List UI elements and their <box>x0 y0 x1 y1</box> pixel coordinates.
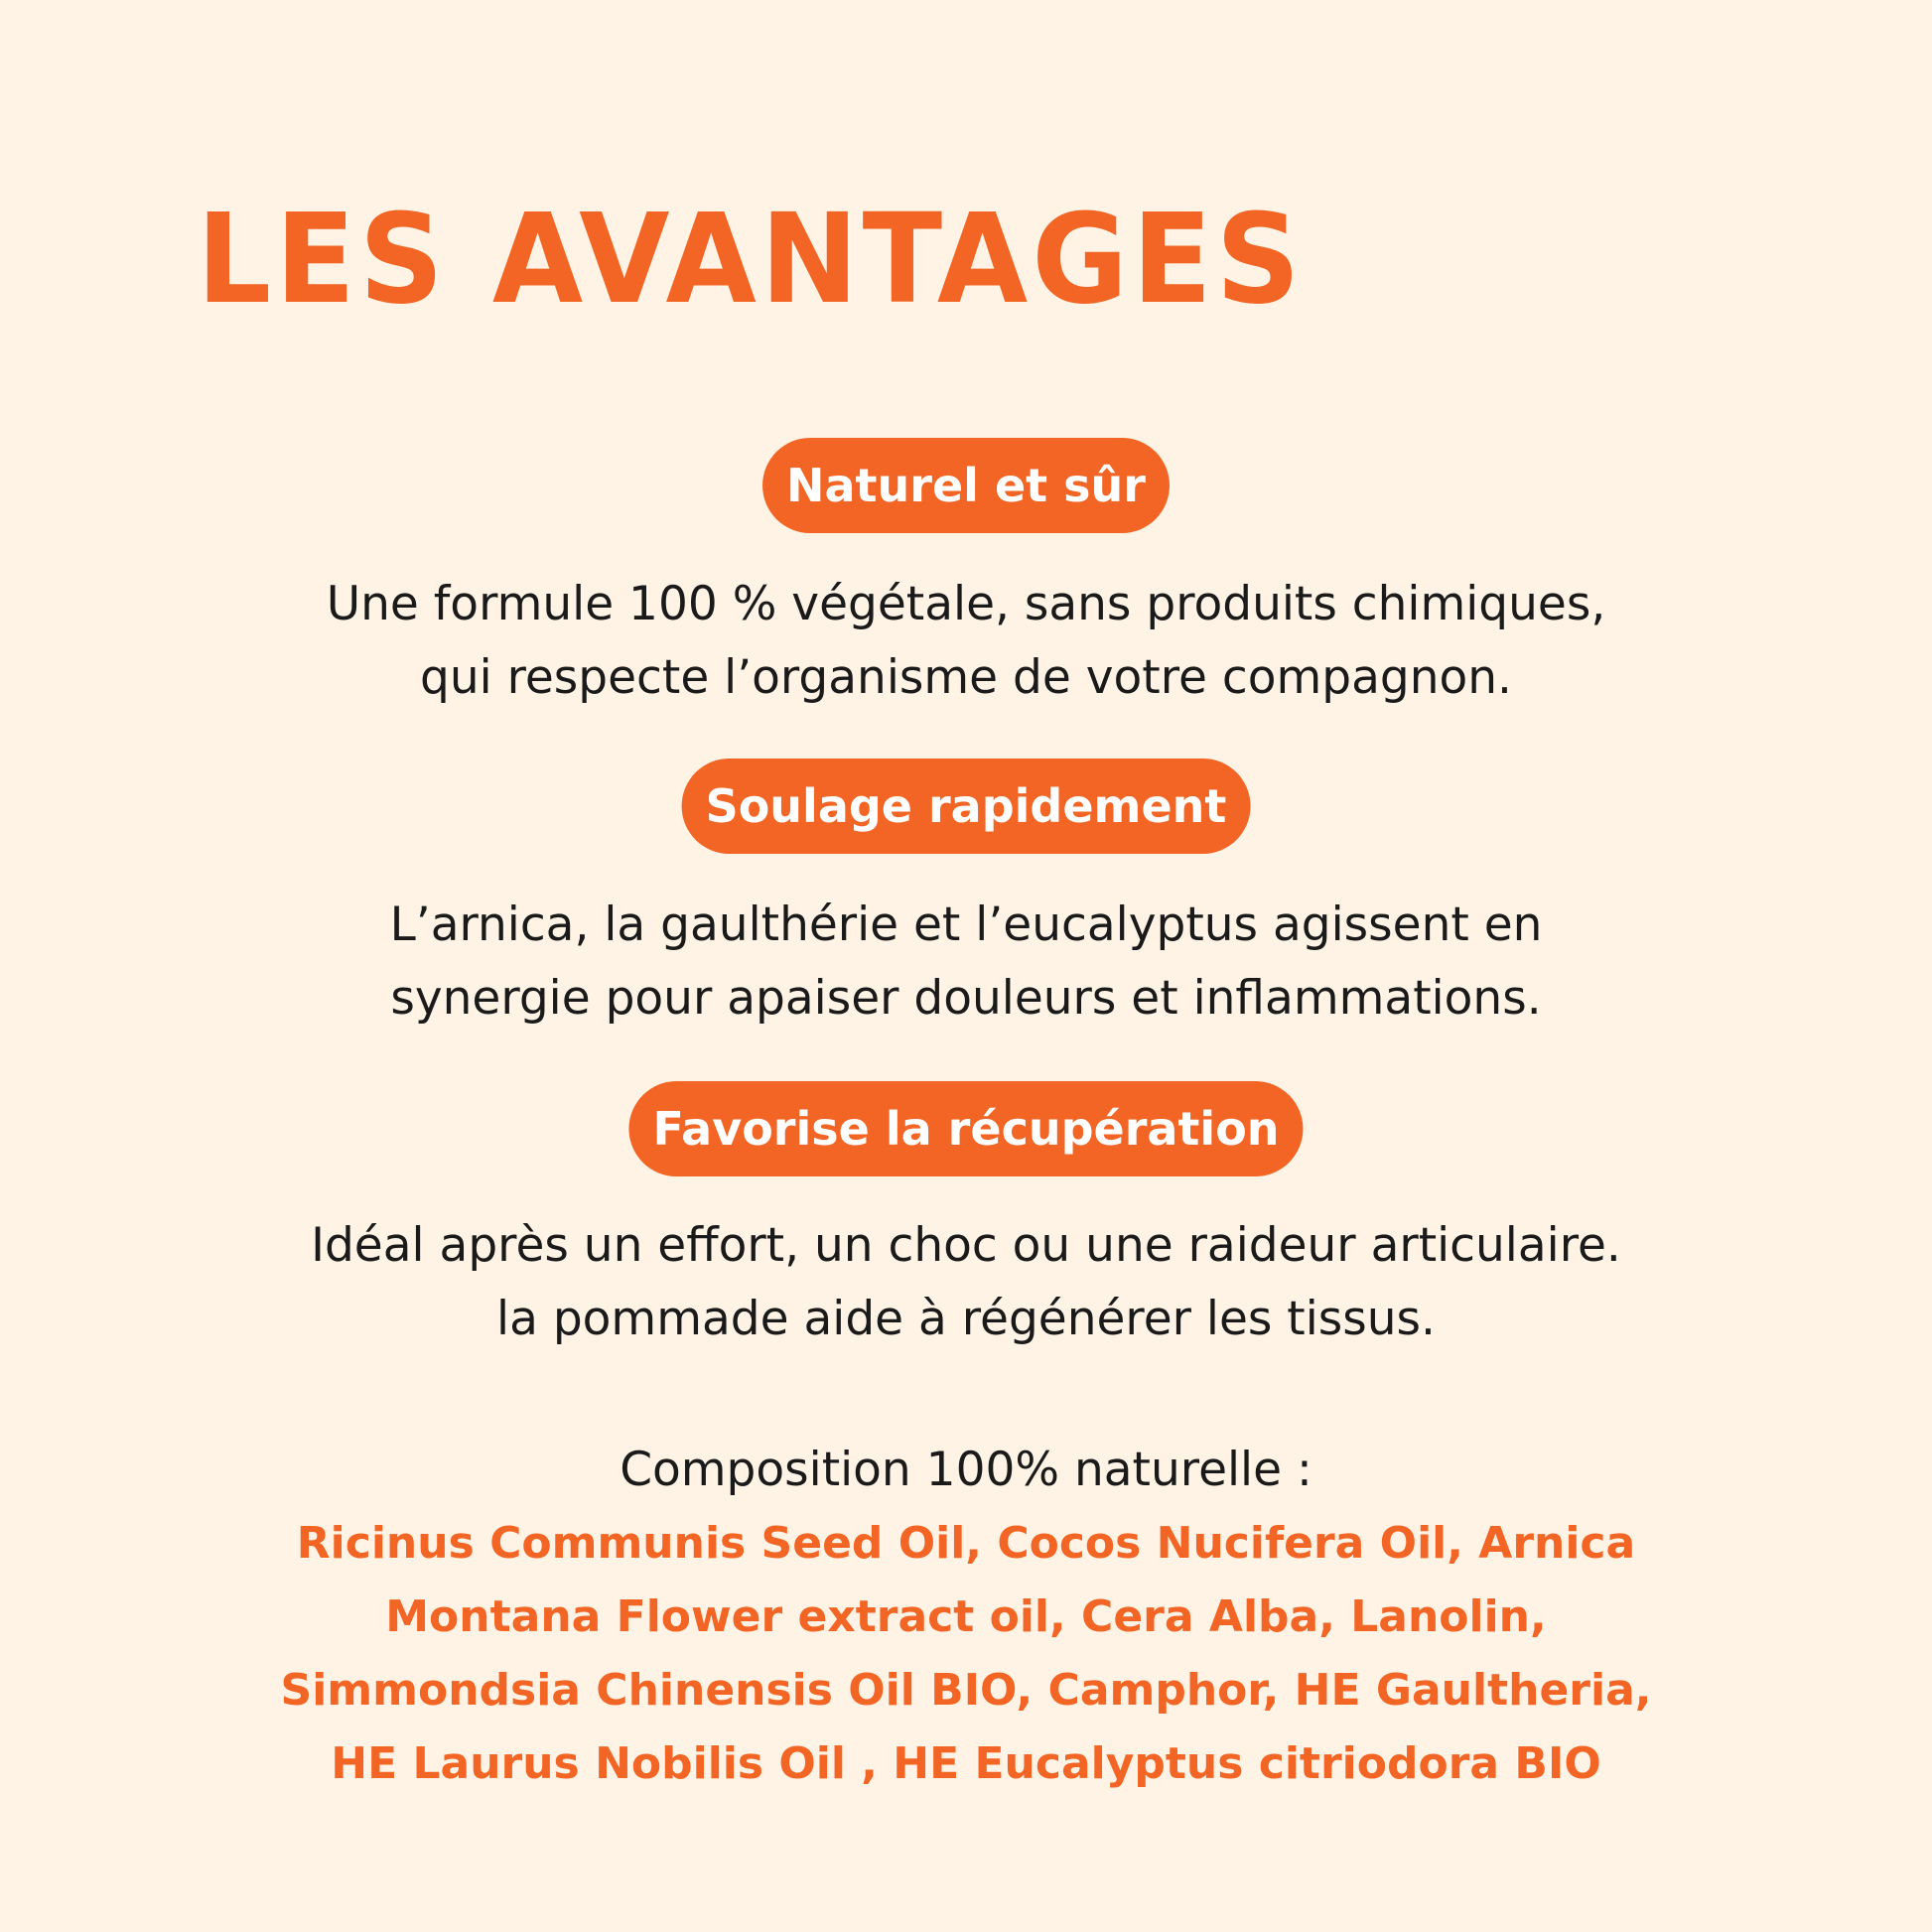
ingredients-list <box>0 1507 1932 1801</box>
benefit-badge-recuperation: Favorise la récupération <box>628 1081 1303 1176</box>
ingredients-line: Montana Flower extract oil, Cera Alba, Lanolin, <box>385 1591 1547 1642</box>
benefit-description-line: synergie pour apaiser douleurs et inflammations. <box>390 971 1542 1026</box>
ingredients-line: Ricinus Communis Seed Oil, Cocos Nucifera Oil, Arnica <box>296 1518 1636 1569</box>
benefit-description-line: qui respecte l’organisme de votre compagnon. <box>419 650 1512 705</box>
ingredients-line: Simmondsia Chinensis Oil BIO, Camphor, HE Gaultheria, <box>280 1665 1652 1716</box>
benefit-description-line: L’arnica, la gaulthérie et l’eucalyptus agissent en <box>389 897 1543 952</box>
ingredients-line: HE Laurus Nobilis Oil , HE Eucalyptus citriodora BIO <box>331 1738 1601 1789</box>
benefit-description-line: Une formule 100 % végétale, sans produits chimiques, <box>326 577 1606 631</box>
benefit-description-soulage <box>0 889 1932 1035</box>
composition-label: Composition 100% naturelle : <box>620 1443 1312 1497</box>
benefit-description-line: la pommade aide à régénérer les tissus. <box>496 1292 1436 1346</box>
benefit-badge-soulage: Soulage rapidement <box>682 759 1251 854</box>
benefit-description-line: Idéal après un effort, un choc ou une raideur articulaire. <box>311 1218 1621 1273</box>
page-title: LES AVANTAGES <box>197 186 1305 332</box>
benefit-description-naturel <box>0 568 1932 715</box>
benefit-badge-naturel: Naturel et sûr <box>762 438 1170 533</box>
benefit-description-recuperation <box>0 1209 1932 1356</box>
